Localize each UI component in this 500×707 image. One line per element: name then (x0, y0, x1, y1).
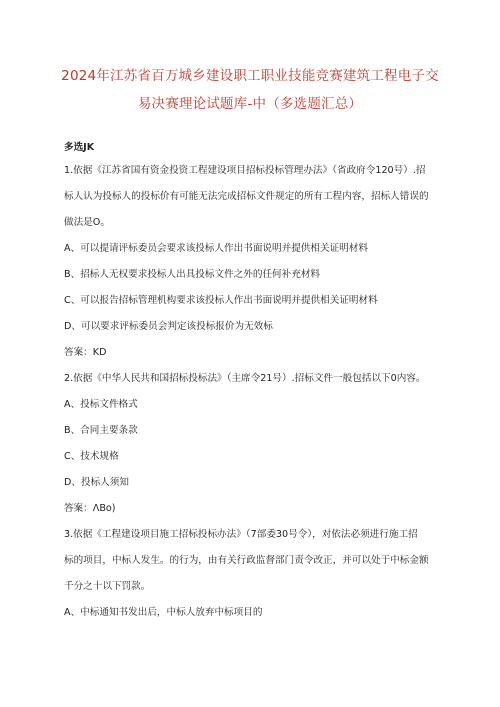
section-heading: 多选JK (64, 142, 95, 153)
question-1-option-a: A、可以提请评标委员会要求该投标人作出书面说明并提供相关证明材料 (64, 243, 368, 254)
question-1-stem-line-2: 标人认为投标人的投标价有可能无法完成招标文件规定的所有工程内容，招标人错误的 (64, 191, 429, 202)
question-2-answer: 答案：ΛBo) (64, 503, 116, 514)
question-1-stem-line-3: 做法是O。 (64, 217, 110, 228)
question-3-stem-line-3: 千分之十以下罚款。 (64, 581, 151, 592)
question-3-stem-line-2: 标的项目，中标人发生。的行为，由有关行政监督部门责令改正，并可以处于中标金额 (64, 555, 429, 566)
question-1-stem-line-1: 1.依据《江苏省国有资金投资工程建设项目招标投标管理办法》（省政府令120号）.招 (64, 165, 426, 176)
question-2-option-b: B、合同主要条款 (64, 425, 138, 436)
question-1-answer: 答案：KD (64, 347, 107, 358)
question-2-stem-line-1: 2.依据《中华人民共和国招标投标法》（主席令21号）.招标文件一般包括以下0内容。 (64, 373, 426, 384)
question-1-option-c: C、可以报告招标管理机构要求该投标人作出书面说明并提供相关证明材料 (64, 295, 378, 306)
question-2-option-d: D、投标人须知 (64, 477, 129, 488)
document-title-line-2: 易决赛理论试题库-中（多选题汇总） (137, 96, 363, 112)
document-title-line-1: 2024年江苏省百万城乡建设职工职业技能竞赛建筑工程电子交 (61, 68, 439, 84)
question-3-stem-line-1: 3.依据《工程建设项目施工招标投标办法》（7部委30号令），对依法必须进行施工招 (64, 529, 418, 540)
question-1-option-d: D、可以要求评标委员会判定该投标报价为无效标 (64, 321, 273, 332)
question-2-option-a: A、投标文件格式 (64, 399, 138, 410)
question-1-option-b: B、招标人无权要求投标人出具投标文件之外的任何补充材料 (64, 269, 321, 280)
question-2-option-c: C、技术规格 (64, 451, 119, 462)
question-3-option-a: A、中标通知书发出后，中标人放弃中标项目的 (64, 607, 263, 618)
